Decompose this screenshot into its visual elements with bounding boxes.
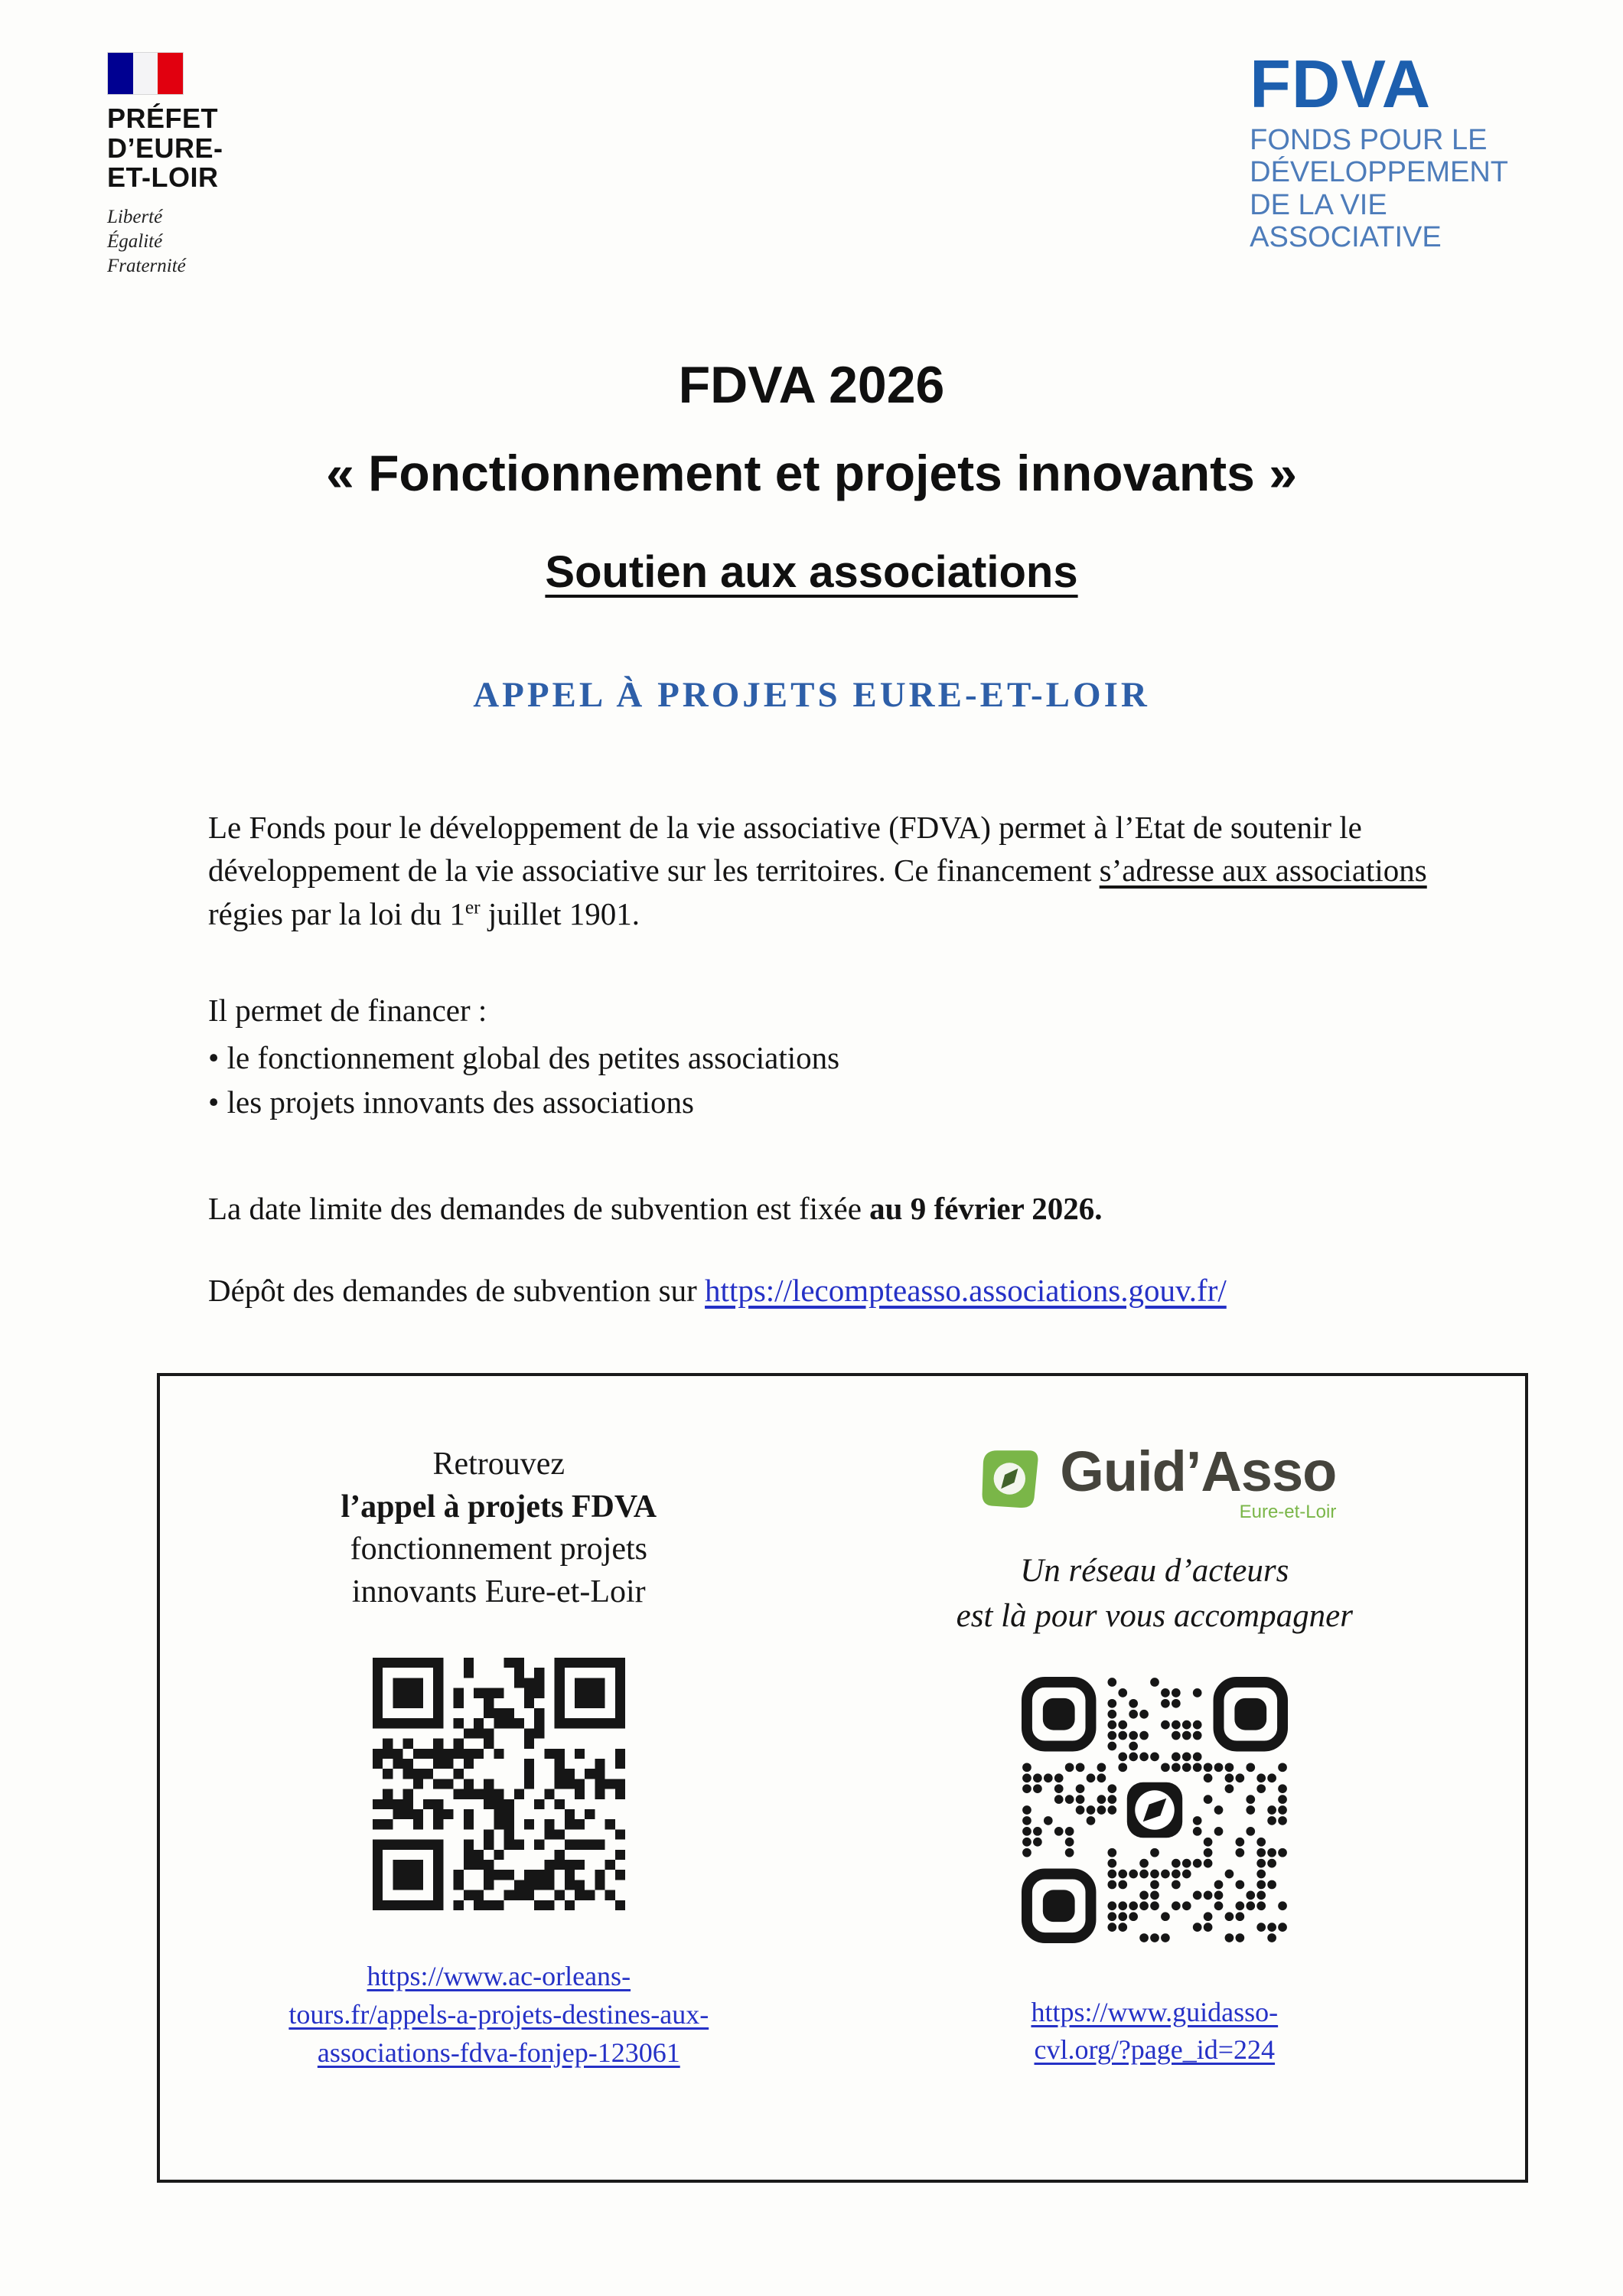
- intro-paragraph: [208, 806, 1458, 936]
- guidasso-wordmark: Guid’Asso: [1060, 1440, 1337, 1504]
- guidasso-logo: [973, 1440, 1337, 1523]
- subtitle-underlined: Soutien aux associations: [545, 546, 1078, 597]
- body-content: [0, 806, 1623, 1313]
- guidasso-region-label: Eure-et-Loir: [1239, 1502, 1337, 1523]
- financing-intro: Il permet de financer :: [208, 993, 487, 1029]
- fdva-sub-line: ASSOCIATIVE: [1250, 221, 1442, 254]
- fdva-logo: [1250, 46, 1508, 254]
- fdva-acronym: FDVA: [1250, 46, 1432, 122]
- fdva-logo-subtitle: [1250, 124, 1508, 254]
- fdva-sub-line: DÉVELOPPEMENT: [1250, 156, 1508, 189]
- bullet-item: • les projets innovants des associations: [208, 1080, 1458, 1124]
- call-for-projects-heading: APPEL À PROJETS EURE-ET-LOIR: [473, 674, 1150, 715]
- intro-text: juillet 1901.: [480, 895, 640, 931]
- republic-motto: [107, 205, 223, 279]
- motto-line: Égalité: [107, 230, 163, 252]
- tagline-line: est là pour vous accompagner: [956, 1597, 1353, 1634]
- caption-line: innovants Eure-et-Loir: [351, 1574, 646, 1609]
- prefet-line: ET-LOIR: [107, 161, 219, 194]
- fdva-qr-caption: [341, 1443, 657, 1613]
- fdva-sub-line: DE LA VIE: [1250, 188, 1387, 221]
- deadline-paragraph: [208, 1187, 1458, 1231]
- guidasso-tagline: [957, 1549, 1353, 1638]
- prefet-name: [107, 104, 223, 193]
- caption-line: fonctionnement projets: [350, 1531, 647, 1567]
- prefet-line: PRÉFET: [107, 103, 219, 134]
- main-title: FDVA 2026: [678, 355, 945, 414]
- intro-text: Le Fonds pour le développement de la vie associative (FDVA) permet à l’Etat de soutenir le développement de la vie associative sur les territoires. Ce financement: [208, 809, 1362, 889]
- subtitle-quoted: « Fonctionnement et projets innovants »: [326, 444, 1297, 501]
- link-line[interactable]: https://www.guidasso-: [1031, 1996, 1279, 2027]
- motto-line: Fraternité: [107, 255, 186, 276]
- ac-orleans-link[interactable]: [288, 1958, 709, 2072]
- qr-code-guidasso: [1022, 1677, 1288, 1943]
- french-flag-icon: [107, 52, 184, 95]
- fdva-qr-section: [191, 1443, 807, 2180]
- guidasso-section: [807, 1440, 1502, 2180]
- guidasso-compass-icon: [973, 1443, 1043, 1514]
- link-line[interactable]: https://www.ac-orleans-: [367, 1961, 631, 1992]
- financing-bullet-list: [208, 1035, 1458, 1124]
- guidasso-link[interactable]: [1031, 1994, 1278, 2069]
- info-box: [157, 1373, 1528, 2183]
- intro-text: régies par la loi du 1: [208, 895, 465, 931]
- ordinal-superscript: er: [464, 896, 481, 918]
- header: [0, 0, 1623, 279]
- link-line[interactable]: associations-fdva-fonjep-123061: [317, 2037, 680, 2068]
- bullet-item: • le fonctionnement global des petites associations: [208, 1035, 1458, 1080]
- link-line[interactable]: cvl.org/?page_id=224: [1034, 2034, 1276, 2066]
- link-line[interactable]: tours.fr/appels-a-projets-destines-aux-: [288, 1998, 709, 2030]
- prefet-logo: [107, 52, 223, 279]
- lecompteasso-link[interactable]: https://lecompteasso.associations.gouv.fr/: [705, 1272, 1227, 1308]
- qr-code-fdva: [373, 1658, 625, 1910]
- submission-text: Dépôt des demandes de subvention sur: [208, 1272, 706, 1308]
- motto-line: Liberté: [107, 206, 163, 227]
- caption-line: Retrouvez: [432, 1446, 565, 1482]
- caption-line-bold: l’appel à projets FDVA: [341, 1489, 657, 1525]
- deadline-text: La date limite des demandes de subvention est fixée: [208, 1191, 870, 1227]
- deadline-date: au 9 février 2026.: [869, 1191, 1103, 1227]
- prefet-line: D’EURE-: [107, 132, 223, 164]
- intro-underlined-text: s’adresse aux associations: [1099, 853, 1427, 889]
- tagline-line: Un réseau d’acteurs: [1020, 1553, 1289, 1590]
- guidasso-wordmark-block: [1060, 1440, 1337, 1523]
- fdva-sub-line: FONDS POUR LE: [1250, 123, 1488, 156]
- submission-paragraph: [208, 1269, 1458, 1313]
